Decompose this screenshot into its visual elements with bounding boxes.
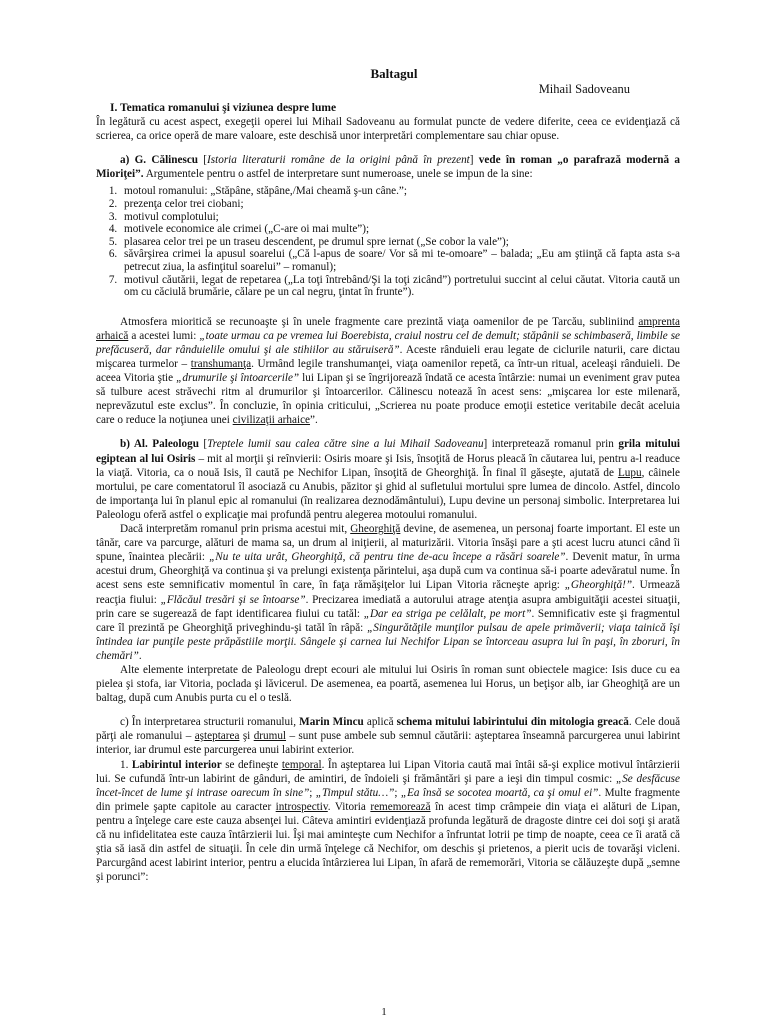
list-item: 6. săvârşirea crimei la apusul soarelui („Că l-apus de soare/ Vor să mi te-omoare” – balada; „Eu am ştiinţă că fapta asta s-a petrecut ziua, la asfinţitul soarelui” – romanul); [120,248,680,273]
paragraph-paleologu: b) Al. Paleologu [Treptele lumii sau calea către sine a lui Mihail Sadoveanu] interpretează romanul prin grila mitului egiptean al lui Osiris – mit al morţii şi reînvierii: Osiris moare şi Isis, însoţită de Horus pleacă în căutarea lui, pentru a-l readuce la viaţă. Vitoria, ca o nouă Isis, îl caută pe Nechifor Lipan, însoţită de Gheorghiţă. În final îl găseşte, ajutată de Lupu, câinele mortului, pe care comentatorul îl asociază cu Anubis, păzitor şi ghid al sufletului mortului spre lumea de dincolo. Astfel, dincolo de importanţa lui în planul epic al romanului (în realizarea deznodământului), Lupu devine un personaj simbolic. Interpretarea lui Paleologu oferă astfel o explicaţie mai profundă pentru alegerea motoului romanului. [96,438,681,521]
underlined-term: amprenta arhaică [96,315,680,342]
underlined-term: rememorează [370,800,431,813]
quote: „drumurile şi întoarcerile” [176,372,300,385]
text-run: devine, de asemenea, un personaj foarte important. El este un tânăr, care va parcurge, alături de mama sa, un drum al iniţierii, al maturizării. Vitoria însăşi pare a şti acest lucru atunci când îi spune, înaintea plecării: [96,523,681,564]
list-item: 3. motivul complotului; [120,211,680,224]
text-run: aplică [366,716,394,729]
text-run: ; [394,786,398,799]
text-run: . Devenit matur, în urma acestui drum, Gheorghiţă va continua şi va prelungi existenţa părintelui, aşa după cum va continua să-i poarte adevăratul nume. În acest sens este semnificativ momentul în care, în faţa rămăşiţelor lui Lipan Vitoria răcneşte aprig: [96,551,680,592]
quote: „Timpul stătu…” [315,786,395,799]
text-run: ”. [310,414,318,427]
text-run: Dacă interpretăm romanul prin prisma acestui mit, [120,523,348,536]
section-heading: I. Tematica romanului şi viziunea despre lume [110,102,337,114]
text-run: . Urmând legile transhumanţei, viaţa oamenilor repetă, ca într-un ritual, aceleaşi rânduieli. De aceea Vitoria ştie [96,358,681,385]
document-title: Baltagul [370,66,418,81]
underlined-term: transhumanţa [190,358,252,370]
underlined-term: introspectiv [275,800,328,813]
underlined-term: drumul [253,730,287,743]
paragraph-atmosphere [96,315,680,428]
paleologu-label: b) Al. Paleologu [120,438,199,451]
quote: „Nu te uita urât, Gheorghiţă, că pentru tine de-acu începe a răsări soarele” [209,551,566,564]
quote: „Dar ea striga pe celălalt, pe mort” [363,607,532,620]
list-item: 5. plasarea celor trei pe un traseu descendent, pe drumul spre iernat („Se cobor la vale”); [120,236,680,249]
quote: „Se desfăcuse încet-încet de lume şi intrase oarecum în sine” [96,772,680,799]
text-run: a acestei lumi: [131,329,197,342]
quote: „Gheorghiţă!” [564,579,633,592]
text-run: în acest timp crâmpeie din viaţa ei alături de Lipan, pentru a înţelege care este cauza absenţei lui. Câteva amintiri evidenţiază profunda legătură de dragoste dintre cei doi soţi şi arată că nu infidelitatea este cauza întârzierii lui. Îşi mai aminteşte cum Nechifor a înfruntat lotrii pe timp de noapte, ceea ce îi arată că ştia să iasă din astfel de situaţii. În cele din urmă înţelege că Nechifor, om deschis şi prietenos, a pierit ucis de tovarăşi vicleni. Parcurgând acest labirint interior, pentru a elucida întârzierea lui Lipan, în afară de rememorări, Vitoria se călăuzeşte după „semne şi porunci”: [96,800,681,884]
text-run: lui Lipan şi se îngrijorează îndată ce acesta întârzie: numai un eveniment grav putea să tulbure acest străvechi ritm al drumurilor şi întoarcerilor. Călinescu notează în acest sens: „mişcarea lor este milenară, neprevăzutul este exclus”. În concluzie, în opinia criticului, „Scrierea nu poate produce emoţii estetice veritabile decât aceluia care o reduce la noţiunea unei [96,372,681,427]
text-run: şi [242,730,251,743]
document-author: Mihail Sadoveanu [538,82,630,96]
calinescu-ref: Istoria literaturii române de la origini până în prezent [207,154,470,167]
list-item: 2. prezenţa celor trei ciobani; [120,198,680,211]
text-run: . Aceste rânduieli erau legate de ciclurile naturii, care dictau mişcarea turmelor – [96,343,680,370]
list-item: 7. motivul căutării, legat de repetarea („La toţi întrebând/Şi la toţi zicând”) portretului succint al celui căutat. Vitoria caută un om cu căciulă brumărie, călare pe un cal negru, ţintat în frunte”). [120,274,680,299]
text-run: . Cele două părţi ale romanului – [96,716,681,743]
text-run: 1. [120,758,129,771]
calinescu-label: a) G. Călinescu [120,154,199,167]
text-run: . Semnificativ este şi fragmentul care îl prezintă pe Gheorghiţă priveghindu-şi tatăl în râpă: [96,607,681,634]
text-run: – mit al morţii şi reînvierii: Osiris moare şi Isis, însoţită de Horus pleacă în căutarea lui, pentru a-l readuce la viaţă. Vitoria, ca o nouă Isis, îl caută pe Nechifor Lipan, însoţită de Gheorghiţă. În final îl găseşte, ajutată de [96,452,680,479]
paleologu-ref: Treptele lumii sau calea către sine a lui Mihail Sadoveanu [207,438,484,451]
paragraph-calinescu: a) G. Călinescu [Istoria literaturii române de la origini până în prezent] vede în roman „o parafrază modernă a Mioriţei”. Argumentele pentru o astfel de interpretare sunt numeroase, unele se impun de la sine: [96,154,680,181]
page-number: 1 [381,1006,387,1018]
text-run: Atmosfera mioritică se recunoaşte şi în unele fragmente care prezintă viaţa oamenilor de pe Tarcău, subliniind [120,315,635,328]
text-run: ; [309,786,313,799]
bold-term: grila mitului egiptean al lui Osiris [96,438,681,465]
text-run: . [138,649,142,662]
text-run: interpretează romanul prin [491,438,614,451]
underlined-term: civilizaţii arhaice [232,414,311,427]
list-item: 1. motoul romanului: „Stăpâne, stăpâne,/Mai cheamă ş-un câne.”; [120,185,680,198]
bold-term: schema mitului labirintului din mitologia greacă [396,716,629,729]
argument-list [96,185,680,298]
paragraph-labyrinth [96,758,680,885]
text-run: . Vitoria [327,800,366,813]
paragraph-gheorghita [96,522,680,663]
text-run: c) În interpretarea structurii romanului, [120,716,297,729]
bold-term: Labirintul interior [131,758,222,771]
quote: „Ea însă se socotea moartă, ca şi omul ei” [400,786,599,799]
quote: „Flăcăul tresări şi se întoarse” [160,593,306,606]
quote: „toate urmau ca pe vremea lui Boerebista, craiul nostru cel de demult; stăpânii se schimbaseră, limbile se prefăcuseră, dar rânduielile omului şi ale stihiilor au stăruiseră” [96,329,681,356]
calinescu-claim: vede în roman „o parafrază modernă a Mioriţei”. [96,154,680,181]
paragraph-objects: Alte elemente interpretate de Paleologu drept ecouri ale mitului lui Osiris în roman sunt obiectele magice: Isis duce cu ea pielea şi stofa, iar Vitoria, poclada şi lăvicerul. De asemenea, ea poartă, asemenea lui Horus, un beţişor alb, iar Gheoghiţă are un baltag, după cum Anubis purta cu el o teslă. [96,663,680,705]
underlined-term: Gheorghiţă [350,523,401,536]
calinescu-text: Argumentele pentru o astfel de interpretare sunt numeroase, unele se impun de la sine: [145,168,533,181]
text-run: . Precizarea imediată a autorului atrage atenţia asupra ambiguităţii acestei situaţii, prin care se sugerează de fapt identificarea fiului cu tatăl: [96,593,681,620]
text-run: . Multe fragmente din primele şapte capitole au caracter [96,786,681,813]
text-run: , câinele mortului, pe care comentatorul îl asociază cu Anubis, păzitor şi ghid al sufletului mortului spre lumea de dincolo. Astfel, dincolo de importanţa lui în planul epic al romanului (în realizarea deznodământului), Lupu devine un personaj simbolic. Interpretarea lui Paleologu oferă astfel o explicaţie mai profundă pentru alegerea motoului romanului. [96,466,680,521]
text-run: . În aşteptarea lui Lipan Vitoria caută mai întâi să-şi explice motivul întârzierii lui. Se cufundă într-un labirint de gânduri, de amintiri, de îndoieli şi frământări şi pare a ieşi din timpul cosmic: [96,758,681,785]
quote: „Singurătăţile munţilor pulsau de apele primăverii; viaţa tainică îşi întindea iar punţile peste prăpăstiile morţii. Sângele şi carnea lui Nechifor Lipan se întorceau asupra lui în paşi, în zboruri, în chemări” [96,621,680,662]
text-run: . Urmează reacţia fiului: [96,579,680,606]
underlined-term: Lupu [617,466,642,479]
underlined-term: temporal [281,758,322,771]
text-run: se defineşte [225,758,279,771]
intro-paragraph: În legătură cu acest aspect, exegeţii operei lui Mihail Sadoveanu au formulat puncte de vedere diferite, ceea ce evidenţiază că scrierea, ca orice operă de mare valoare, este deschisă unor interpretări complementare sau chiar opuse. [96,116,680,143]
text-run: – sunt puse ambele sub semnul căutării: aşteptarea înseamnă parcurgerea unui labirint interior, iar drumul este parcurgerea unui labirint exterior. [96,730,681,757]
bold-term: Marin Mincu [299,716,364,729]
paragraph-mincu [96,715,680,757]
list-item: 4. motivele economice ale crimei („C-are oi mai multe”); [120,223,680,236]
underlined-term: aşteptarea [194,730,240,743]
document-page [96,66,680,884]
